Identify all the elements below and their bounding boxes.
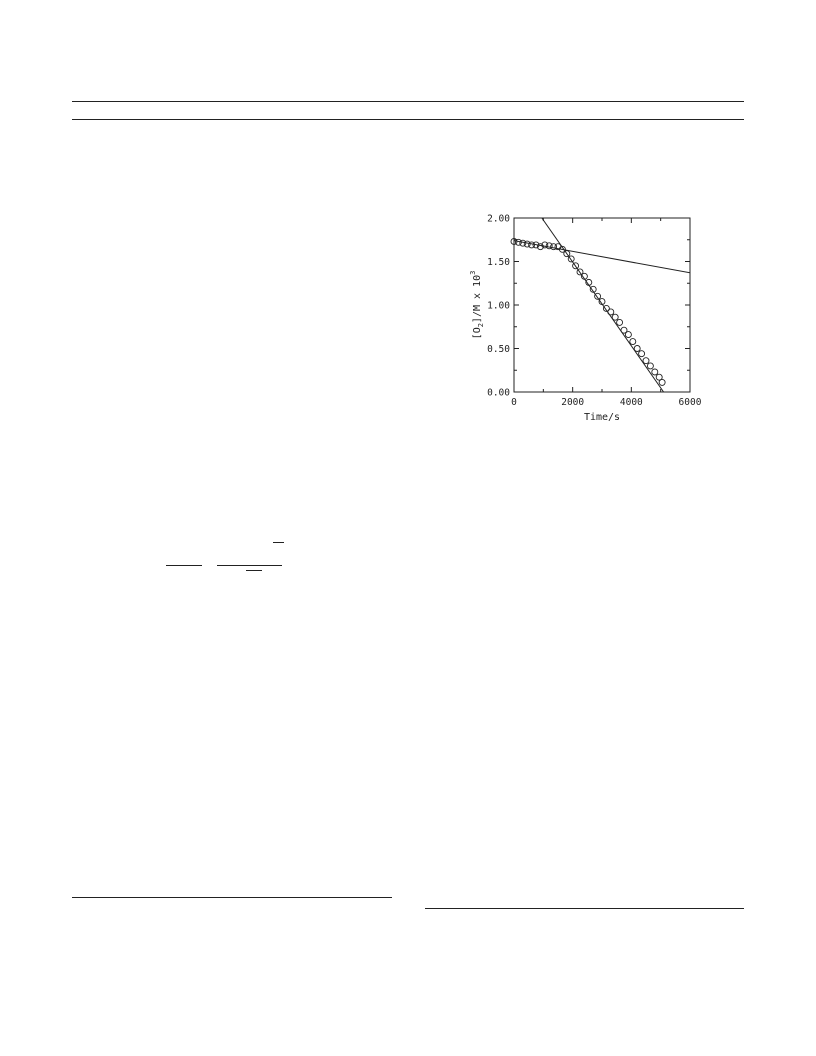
header-rule-bottom (72, 119, 744, 120)
data-point (630, 339, 636, 345)
fit-line-1 (514, 241, 690, 273)
footnote-rule-right (425, 908, 744, 909)
y-axis-title: $[O_2]/M$ x $10^3$ (469, 270, 485, 340)
x-tick-label: 4000 (619, 397, 643, 408)
equation-fraction-bar-left (166, 565, 202, 566)
data-point (643, 358, 649, 364)
data-point (652, 369, 658, 375)
x-tick-label: 6000 (678, 397, 702, 408)
data-point (647, 363, 653, 369)
y-tick-label: 1.00 (487, 300, 510, 312)
equation-overbar (273, 542, 284, 543)
header-rule-top (72, 101, 744, 102)
x-axis-title: Time/s (583, 412, 621, 423)
data-point (568, 256, 574, 262)
y-tick-label: 0.50 (487, 344, 510, 355)
data-point (608, 309, 614, 315)
footnote-rule-left (72, 897, 392, 898)
data-point (639, 351, 645, 357)
oxygen-concentration-chart (466, 204, 706, 434)
data-point (634, 346, 640, 352)
chart-canvas (466, 204, 706, 434)
equation-sqrt-bar (246, 570, 262, 571)
data-point (625, 332, 631, 338)
y-tick-label: 0.00 (487, 387, 510, 399)
x-tick-label: 0 (511, 397, 517, 408)
y-tick-label: 1.50 (487, 257, 510, 268)
equation-fraction-bar-right (217, 565, 282, 566)
data-point (612, 314, 618, 320)
data-point (659, 379, 665, 385)
equation-fragment (160, 536, 300, 576)
data-point (617, 319, 623, 325)
y-tick-label: 2.00 (487, 213, 510, 225)
x-tick-label: 2000 (561, 397, 585, 408)
